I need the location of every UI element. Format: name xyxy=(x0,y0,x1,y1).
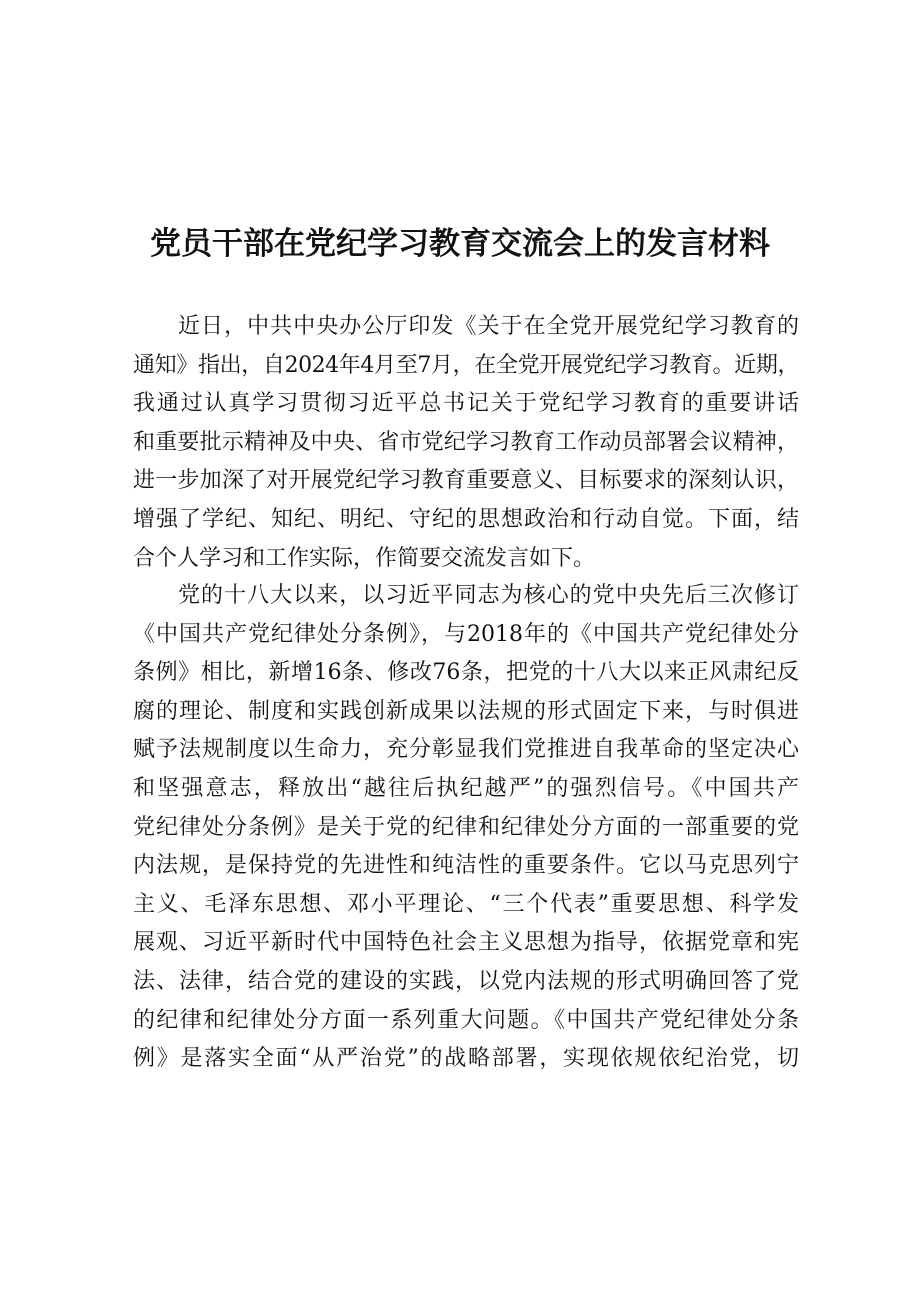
paragraph-line: 法、法律，结合党的建设的实践，以党内法规的形式明确回答了党 xyxy=(133,968,799,994)
paragraph-line: 主义、毛泽东思想、邓小平理论、“三个代表”重要思想、科学发 xyxy=(133,891,799,917)
paragraph-line: 的纪律和纪律处分方面一系列重大问题。《中国共产党纪律处分条 xyxy=(133,1007,799,1033)
paragraph-line: 党纪律处分条例》是关于党的纪律和纪律处分方面的一部重要的党 xyxy=(133,814,799,840)
paragraph-line: 近日，中共中央办公厅印发《关于在全党开展党纪学习教育的 xyxy=(178,314,799,339)
paragraph-line: 赋予法规制度以生命力，充分彰显我们党推进自我革命的坚定决心 xyxy=(133,737,799,763)
paragraph-line: 展观、习近平新时代中国特色社会主义思想为指导，依据党章和宪 xyxy=(133,930,799,956)
paragraph-line: 通知》指出，自2024年4月至7月，在全党开展党纪学习教育。近期， xyxy=(133,352,799,378)
paragraph-line: 例》是落实全面“从严治党”的战略部署，实现依规依纪治党，切 xyxy=(133,1046,799,1072)
paragraph-line: 腐的理论、制度和实践创新成果以法规的形式固定下来，与时俱进 xyxy=(133,698,799,724)
paragraph-1 xyxy=(133,308,799,578)
paragraph-line: 我通过认真学习贯彻习近平总书记关于党纪学习教育的重要讲话 xyxy=(133,391,799,417)
paragraph-line: 条例》相比，新增16条、修改76条，把党的十八大以来正风肃纪反 xyxy=(133,660,799,686)
paragraph-line: 内法规，是保持党的先进性和纯洁性的重要条件。它以马克思列宁 xyxy=(133,853,799,879)
paragraph-line: 增强了学纪、知纪、明纪、守纪的思想政治和行动自觉。下面，结 xyxy=(133,506,799,532)
paragraph-line: 《中国共产党纪律处分条例》，与2018年的《中国共产党纪律处分 xyxy=(133,621,799,647)
paragraph-line: 进一步加深了对开展党纪学习教育重要意义、目标要求的深刻认识， xyxy=(133,468,799,494)
paragraph-line: 合个人学习和工作实际，作简要交流发言如下。 xyxy=(133,545,596,571)
paragraph-line: 和重要批示精神及中央、省市党纪学习教育工作动员部署会议精神， xyxy=(133,429,799,455)
document-title: 党员干部在党纪学习教育交流会上的发言材料 xyxy=(150,226,770,262)
paragraph-line: 和坚强意志，释放出“越往后执纪越严”的强烈信号。《中国共产 xyxy=(133,775,799,801)
paragraph-line: 党的十八大以来，以习近平同志为核心的党中央先后三次修订 xyxy=(178,583,799,608)
paragraph-2 xyxy=(133,577,799,1079)
